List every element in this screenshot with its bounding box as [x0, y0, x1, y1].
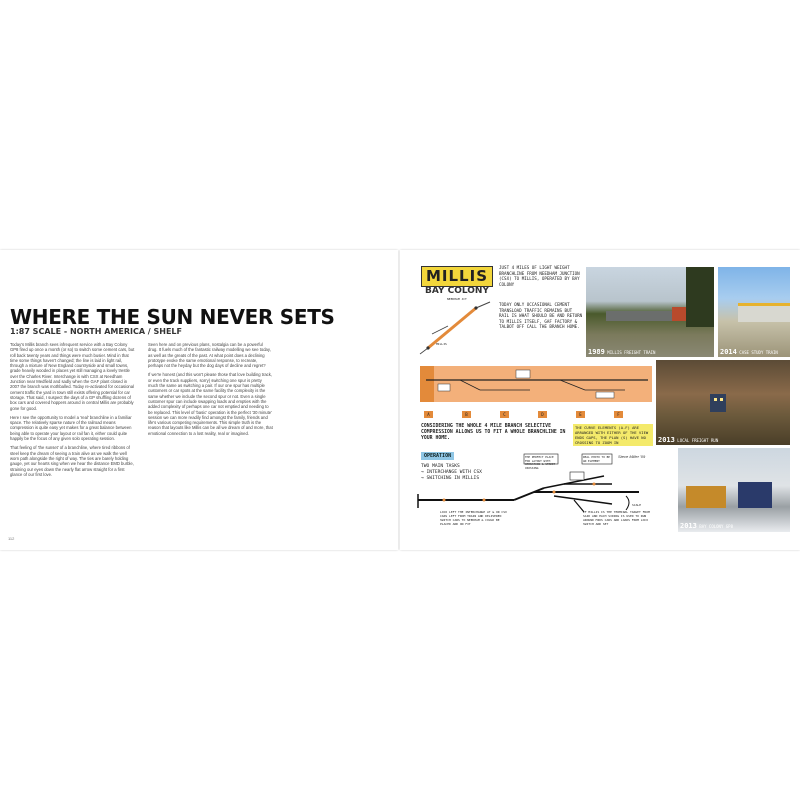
section-letter-a: A	[424, 411, 433, 418]
page-number: 112	[8, 536, 15, 541]
paragraph: Seen here and on previous plans, nostalgia can be a powerful drug. It fuels much of the fantastic railway modelling we see today, as well as the greats of the past. At what point does a declining prototype evoke the same emotional response, to recreate, perhaps not the heyday but the dog days of decline and regret?	[148, 342, 271, 369]
compression-note: CONSIDERING THE WHOLE 4 MILE BRANCH SELECTIVE COMPRESSION ALLOWS US TO FIT A WHOLE BRANCHLINE IN YOUR HOME.	[421, 424, 566, 441]
photo-2013-gp8	[678, 448, 790, 532]
plan-top-note-1: THE PERFECT PLACE FOR LAYOUT WITH OPERATION & STREET CROSSING	[525, 455, 556, 470]
millis-logo: MILLIS	[421, 266, 493, 287]
plan-top-note-2: REAL PHOTO TO BE AN ELEMENT	[583, 455, 610, 463]
intro-note: JUST 4 MILES OF LIGHT WEIGHT BRANCHLINE FROM NEEDHAM JUNCTION (CSX) TO MILLIS, OPERATED BY BAY COLONY	[499, 265, 580, 287]
paragraph: Today's Millis branch sees infrequent service with a Bay Colony GP8 fired up once a month (or so) to switch some cement cars, but roll back twenty years and things were much busier. Mind in that time some things haven't changed; the line is laid in light rail, through a mixture of New England countryside and small towns, grade heavily wooded in places yet still managing a lovely trestle over the Charles River. Interchange is with CSX at Needham Junction near Medfield and sadly when the GAF plant closed in 2007 the branch was mothballed. Today re-activated for occasional cement traffic the yard in town still exists offering potential for car storage. That said, I suspect the days of a GP shuffling dozens of box cars and covered hoppers around in central Millis are probably gone for good.	[10, 342, 135, 411]
ops-line: → SWITCHING IN MILLIS	[421, 476, 480, 481]
photo-caption: 2013 LOCAL FREIGHT RUN	[658, 436, 719, 444]
photo-2013-freight	[656, 360, 790, 445]
section-letter-e: E	[576, 411, 585, 418]
ops-line: TWO MAIN TASKS	[421, 464, 460, 469]
ops-note-left: LOCO LEFT THE INTERCHANGE AT & OR CSX CARS LEFT FROM TRAIN AND DELIVERED SWITCH CARS TO NEEDHAM & COULD BE PLACED AND ON FIT	[440, 510, 507, 526]
ops-line: → INTERCHANGE WITH CSX	[421, 470, 482, 475]
photo-2014-train	[718, 267, 790, 357]
orange-track-plan	[420, 362, 652, 410]
plan-signature: Steve Miller '09	[618, 454, 646, 459]
page-title: WHERE THE SUN NEVER SETS	[10, 305, 335, 329]
photo-1989-train	[586, 267, 714, 357]
photo-caption: 2013 BAY COLONY GP8	[680, 522, 733, 530]
photo-caption: 2014 CASE STUDY TRAIN	[720, 348, 778, 356]
scale-label: SCALE	[632, 503, 642, 507]
section-letter-f: F	[614, 411, 623, 418]
operation-label: OPERATION	[421, 452, 454, 460]
photo-caption: 1989 MILLIS FREIGHT TRAIN	[588, 348, 656, 356]
map-label-millis: MILLIS	[436, 342, 447, 346]
body-column-1	[10, 342, 135, 481]
page-subtitle: 1:87 SCALE - NORTH AMERICA / SHELF	[10, 327, 182, 336]
paragraph: If we're honest (and this won't please those that love building track, or even the track suppliers, sorry) switching one spur is pretty much the same as switching a pair. If our one spur has multiple customers or car spots at the same facility the complexity is the same whether we include the second spur or not. Even a single customer spur can include swapping loads and empties with the added complexity of perhaps one car not emptied and needing to be replaced. This level of 'basic' operation is the perfect '30 minute' session we can more readily find amongst the family, friends and life's various competing requirements. This simple truth is the reason that layouts like Millis can be all we dream of and more, that emotional connection to a lost reality, real or imagined.	[148, 372, 273, 436]
paragraph: Here I see the opportunity to model a 'real' branchline in a familiar space. The relatively sparse nature of the railroad means compression is quite easy yet makes for a great balance between being able to operate your layout or rail fan it, either could quite happily be the focus of any given solo operating session.	[10, 414, 132, 442]
ops-note-right: IF MILLIS IS THE TERMINAL TARGET FROM SAID AND EACH SIDING IS USED TO RUN AROUND MIDS CARS AND LOADS FROM LOCO SWITCH AND SET	[583, 510, 650, 526]
bay-colony-logo: BAY COLONY	[425, 286, 489, 296]
yellow-note: THE CURVE ELEMENTS (A-F) ARE ARRANGED WITH EITHER OF THE VIEW ENDS GAPS, THE PLAN (S) HAVE NO CROSSING TO ZOOM IN	[573, 424, 653, 446]
map-label-needham: NEEDHAM JCT	[447, 297, 467, 301]
section-letter-c: C	[500, 411, 509, 418]
section-letter-d: D	[538, 411, 547, 418]
paragraph: That feeling of 'the sunset' of a branchline, where tired ribbons of steel keep the dream of seeing a train alive as we walk the well worn path alongside the right of way. The ties are barely holding gauge, yet our hearts sing when we hear the distance EMD burble, straining our eyes down the nearly flat arrow straight for a first glance of our first love.	[10, 445, 134, 477]
section-letter-b: B	[462, 411, 471, 418]
intro-note-2: TODAY ONLY OCCASIONAL CEMENT TRANSLOAD TRAFFIC REMAINS BUT RAIL IS WHAT SHOULD BE AND RETURN TO MILLIS ITSELF, GAF FACTORY & TALBOT OFF CALL THE BRANCH HOME.	[499, 302, 583, 329]
body-column-2	[148, 342, 273, 440]
route-map	[418, 296, 498, 358]
